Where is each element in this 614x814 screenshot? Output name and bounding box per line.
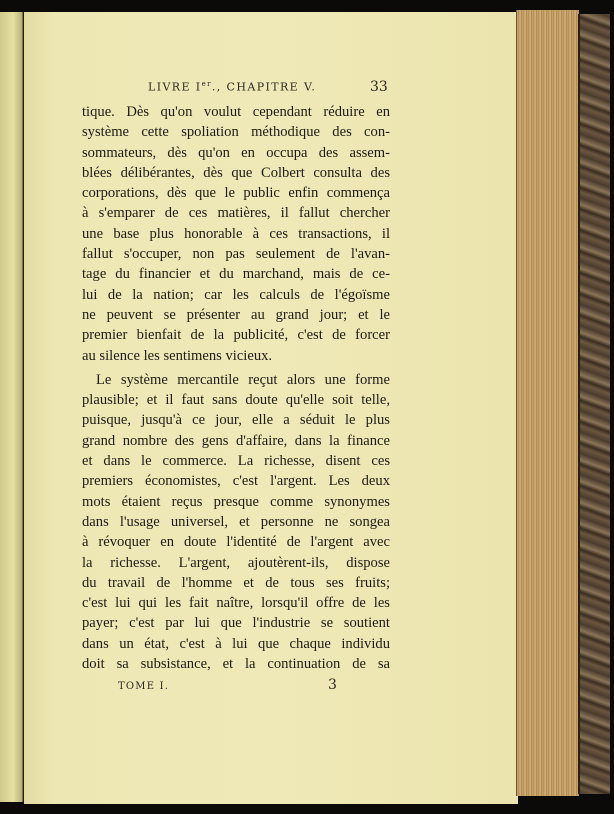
text-line: payer; c'est par lui que l'industrie se soutient: [82, 615, 390, 632]
text-line: tique. Dès qu'on voulut cependant réduire en: [82, 104, 390, 120]
text-line: premier bienfait de la publicité, c'est de forcer: [82, 327, 390, 344]
text-line: plausible; et il faut sans doute qu'elle soit telle,: [82, 392, 390, 409]
signature-mark: 3: [328, 677, 337, 693]
text-line: dans l'usage universel, et personne ne songea: [82, 513, 390, 530]
text-line: du travail de l'homme et de tous ses fruits;: [82, 574, 390, 591]
text-line: tage du financier et du marchand, mais de ce-: [82, 266, 390, 283]
text-line: grand nombre des gens d'affaire, dans la finance: [82, 432, 390, 449]
text-line: blées délibérantes, dès que Colbert consulta des: [82, 164, 390, 181]
text-line: et dans le commerce. La richesse, disent ces: [82, 453, 390, 470]
text-line: premiers économistes, c'est l'argent. Les deux: [82, 473, 390, 490]
marbled-cover: [578, 14, 610, 794]
page-block-edge: [516, 10, 579, 796]
signature-volume: TOME I.: [118, 681, 170, 692]
text-line: doit sa subsistance, et la continuation de sa: [82, 656, 390, 673]
text-line: mots étaient reçus presque comme synonymes: [82, 493, 390, 510]
text-line: la richesse. L'argent, ajoutèrent-ils, dispose: [82, 554, 390, 571]
text-line: une base plus honorable à ces transactions, il: [82, 225, 390, 242]
page-number: 33: [370, 79, 388, 95]
text-line: fallut s'occuper, non pas seulement de l'avan-: [82, 246, 390, 263]
running-head: [148, 80, 388, 94]
paragraph-1: [82, 102, 390, 366]
facing-page-edge: [0, 12, 23, 802]
text-line: dans un état, c'est à lui que chaque individu: [82, 635, 390, 652]
paragraph-2: [82, 370, 390, 674]
body-text: [82, 102, 390, 674]
text-line: au silence les sentimens vicieux.: [82, 347, 273, 364]
text-line: ne peuvent se présenter au grand jour; et le: [82, 306, 390, 323]
text-line: Le système mercantile reçut alors une forme: [96, 371, 390, 388]
text-line: à s'emparer de ces matières, il fallut chercher: [82, 205, 390, 222]
text-line: à révoquer en doute l'identité de l'argent avec: [82, 534, 390, 551]
text-line: c'est lui qui les fait naître, lorsqu'il offre de les: [82, 595, 390, 612]
text-line: système cette spoliation méthodique des con-: [82, 124, 390, 141]
running-head-book: LIVRE I: [148, 80, 202, 94]
text-line: sommateurs, dès qu'on en occupa des assem-: [82, 144, 390, 161]
text-line: puisque, jusqu'à ce jour, elle a séduit le plus: [82, 412, 390, 429]
running-head-chapter: ., CHAPITRE V.: [211, 80, 317, 94]
running-head-superscript: er: [201, 80, 212, 88]
text-line: corporations, dès que le public enfin commença: [82, 185, 390, 202]
text-line: lui de la nation; car les calculs de l'égoïsme: [82, 286, 390, 303]
